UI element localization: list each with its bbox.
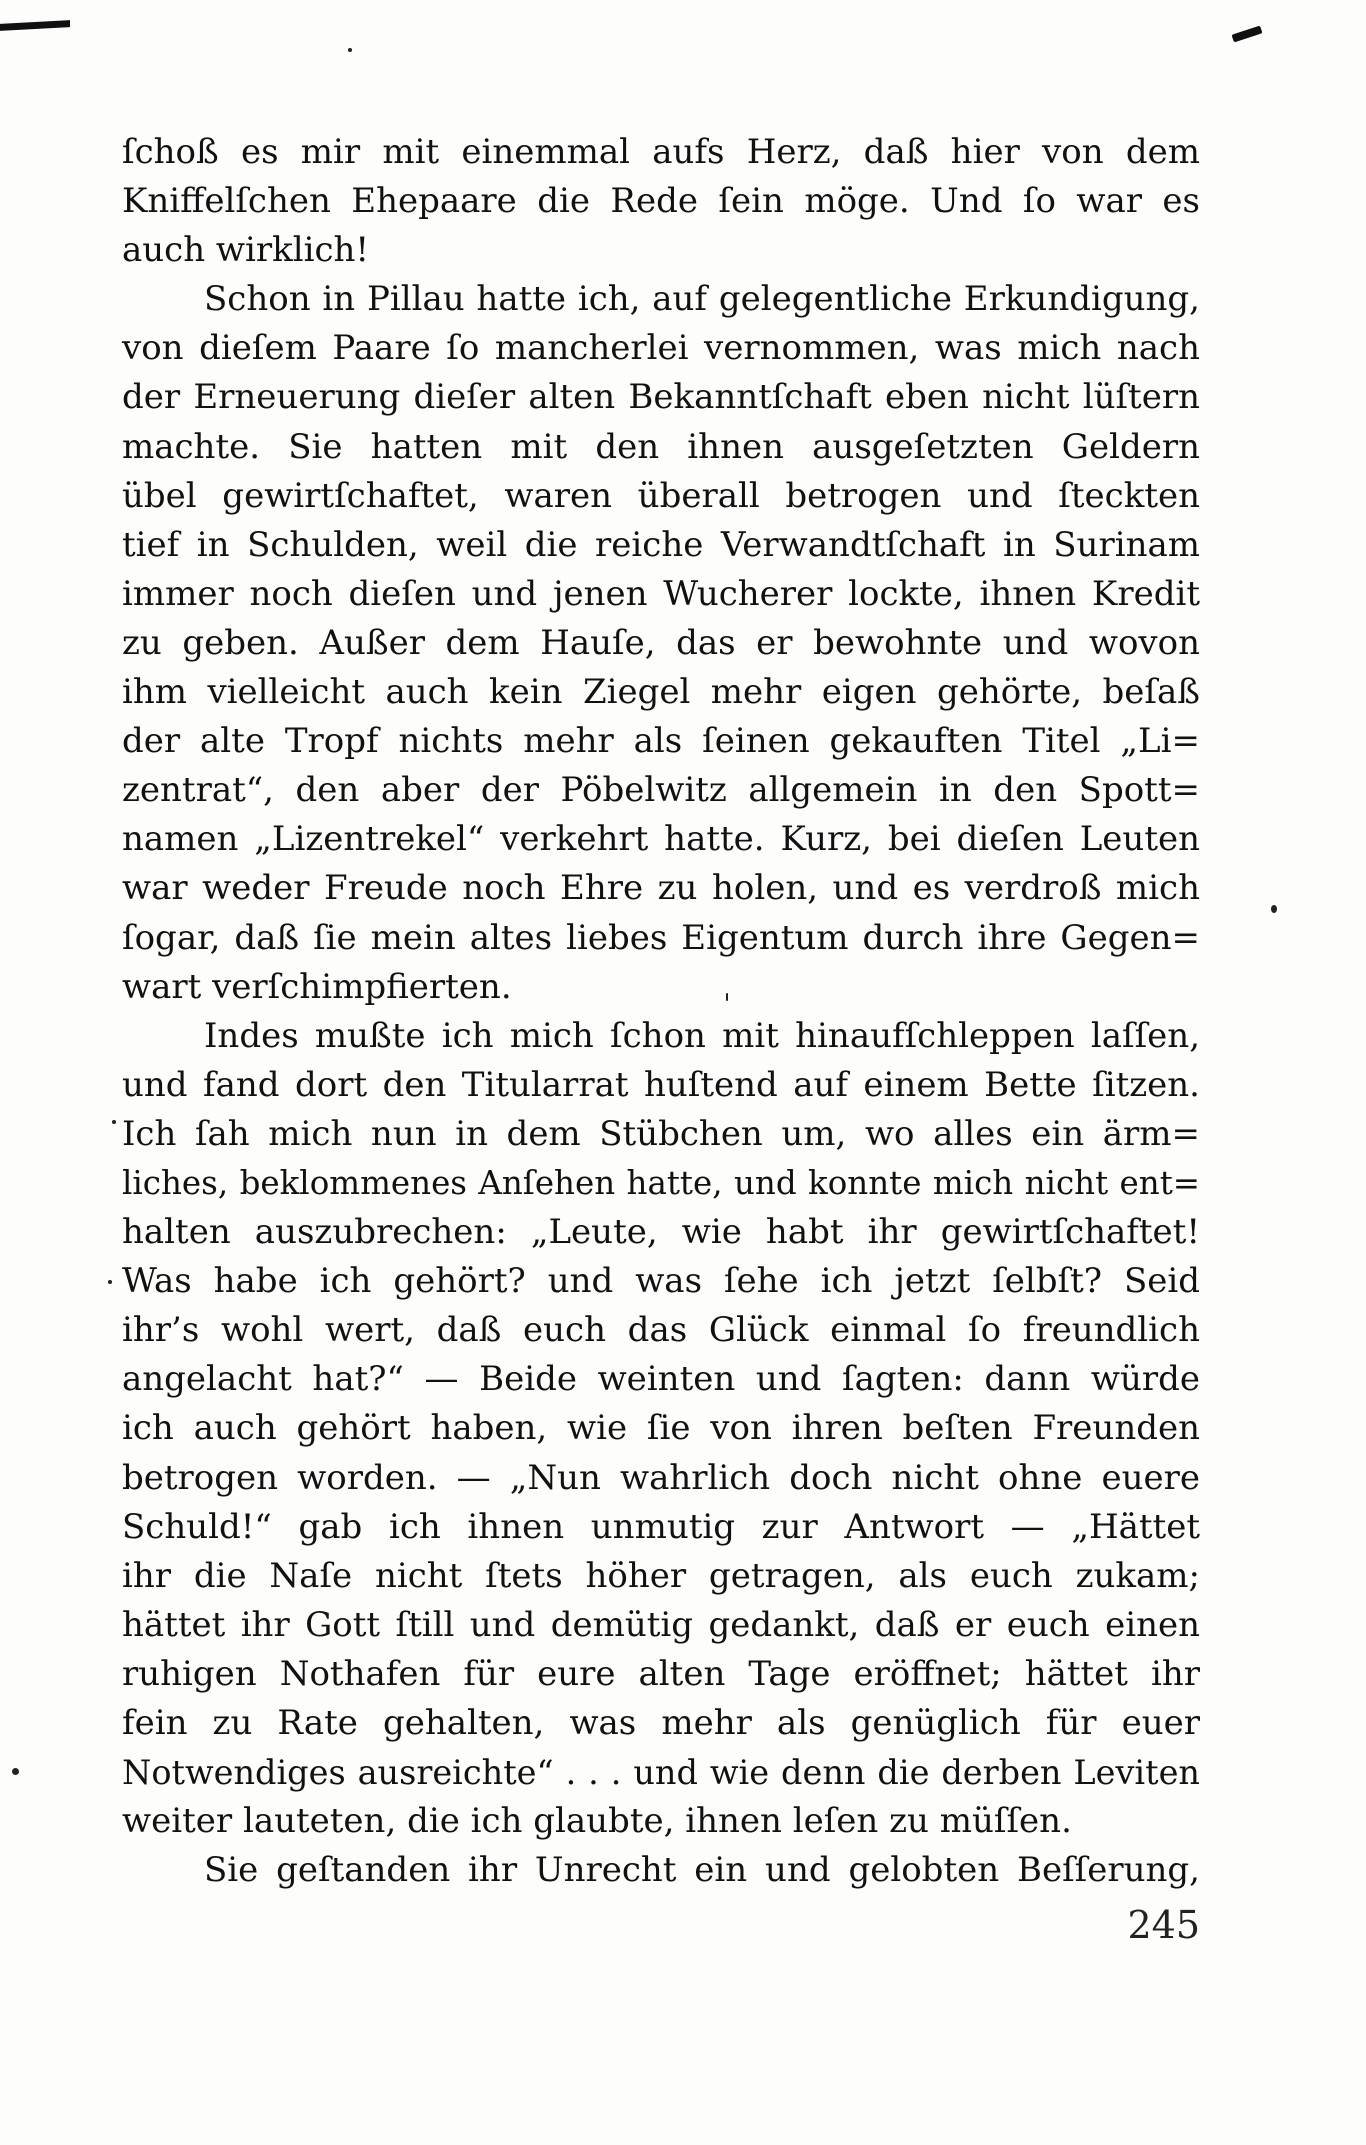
scan-speck	[348, 48, 352, 52]
text-line: betrogen worden. — „Nun wahrlich doch nicht ohne euere	[122, 1457, 1200, 1498]
text-line: ihr’s wohl wert, daß euch das Glück einmal ſo freundlich	[122, 1310, 1200, 1351]
scan-speck	[108, 1280, 112, 1284]
text-line: zu geben. Außer dem Hauſe, das er bewohnte und wovon	[122, 622, 1200, 663]
text-line: wart verſchimpfierten.	[122, 966, 512, 1007]
text-line: ihm vielleicht auch kein Ziegel mehr eigen gehörte, beſaß	[122, 672, 1200, 713]
text-line: machte. Sie hatten mit den ihnen ausgeſetzten Geldern	[122, 426, 1200, 467]
text-line: weiter lauteten, die ich glaubte, ihnen leſen zu müſſen.	[122, 1801, 1072, 1842]
text-line: übel gewirtſchaftet, waren überall betrogen und ſteckten	[122, 475, 1200, 516]
text-line: immer noch dieſen und jenen Wucherer lockte, ihnen Kredit	[122, 573, 1200, 614]
text-line: auch wirklich!	[122, 230, 370, 271]
text-line: angelacht hat?“ — Beide weinten und ſagten: dann würde	[122, 1359, 1200, 1400]
text-line: Sie geſtanden ihr Unrecht ein und gelobten Beſſerung,	[204, 1850, 1200, 1891]
text-line: Was habe ich gehört? und was ſehe ich jetzt ſelbſt? Seid	[122, 1261, 1200, 1302]
text-line: ruhigen Nothafen für eure alten Tage eröffnet; hättet ihr	[122, 1653, 1200, 1694]
text-line: hättet ihr Gott ſtill und demütig gedankt, daß er euch einen	[122, 1604, 1200, 1645]
body-text	[122, 128, 1200, 1895]
scan-speck	[12, 1768, 19, 1775]
text-line: Schon in Pillau hatte ich, auf gelegentliche Erkundigung,	[204, 279, 1200, 320]
text-line: der Erneuerung dieſer alten Bekanntſchaft eben nicht lüſtern	[122, 377, 1200, 418]
scan-edge-mark	[0, 20, 70, 31]
text-line: ſchoß es mir mit einemmal aufs Herz, daß hier von dem	[122, 132, 1200, 172]
text-line: Notwendiges ausreichte“ . . . und wie denn die derben Leviten	[122, 1753, 1200, 1793]
text-line: ſogar, daß ſie mein altes liebes Eigentum durch ihre Gegen=	[122, 917, 1200, 958]
text-line: liches, beklommenes Anſehen hatte, und konnte mich nicht ent=	[122, 1163, 1200, 1202]
text-line: ich auch gehört haben, wie ſie von ihren beſten Freunden	[122, 1408, 1200, 1449]
text-line: Kniffelſchen Ehepaare die Rede ſein möge. Und ſo war es	[122, 181, 1200, 222]
text-line: tief in Schulden, weil die reiche Verwandtſchaft in Surinam	[122, 524, 1200, 565]
text-line: zentrat“, den aber der Pöbelwitz allgemein in den Spott=	[122, 770, 1200, 811]
text-line: und fand dort den Titularrat huſtend auf einem Bette ſitzen.	[122, 1064, 1200, 1105]
text-line: namen „Lizentrekel“ verkehrt hatte. Kurz, bei dieſen Leuten	[122, 819, 1200, 860]
text-line: Indes mußte ich mich ſchon mit hinaufſchleppen laſſen,	[204, 1015, 1200, 1056]
scan-speck	[112, 1120, 116, 1124]
scan-edge-mark	[1231, 26, 1262, 43]
text-line: von dieſem Paare ſo mancherlei vernommen, was mich nach	[122, 328, 1200, 369]
scan-speck	[1271, 905, 1277, 913]
text-line: Ich ſah mich nun in dem Stübchen um, wo alles ein ärm=	[122, 1113, 1200, 1154]
page-number: 245	[1127, 1903, 1200, 1947]
text-line: der alte Tropf nichts mehr als ſeinen gekauften Titel „Li=	[122, 721, 1200, 762]
text-line: war weder Freude noch Ehre zu holen, und es verdroß mich	[122, 868, 1200, 909]
text-line: ihr die Naſe nicht ſtets höher getragen, als euch zukam;	[122, 1555, 1200, 1596]
text-line: Schuld!“ gab ich ihnen unmutig zur Antwort — „Hättet	[122, 1506, 1200, 1547]
text-line: halten auszubrechen: „Leute, wie habt ihr gewirtſchaftet!	[122, 1212, 1200, 1253]
text-line: fein zu Rate gehalten, was mehr als genüglich für euer	[122, 1703, 1200, 1743]
